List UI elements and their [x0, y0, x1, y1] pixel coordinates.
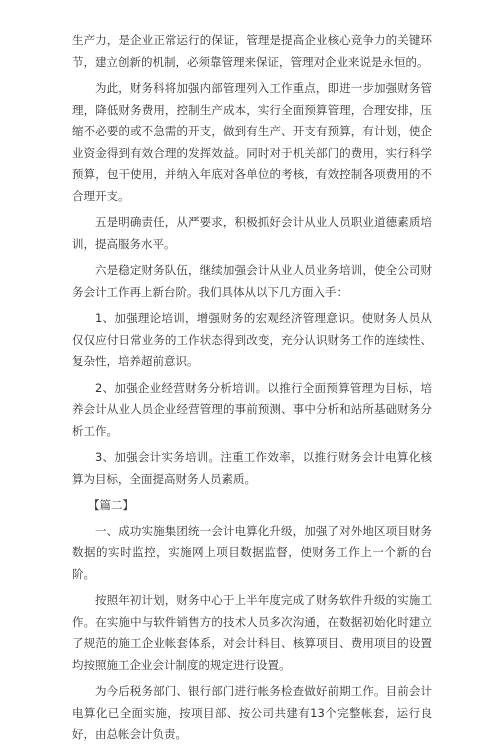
paragraph-budget: 为此，财务科将加强内部管理列入工作重点，即进一步加强财务管理，降低财务费用，控制生产成本，实行全面预算管理，合理安排，压缩不必要的或不急需的开支，做到有生产、开支有预算，有计划，使企业资金得到有效合理的发挥效益。同时对于机关部门的费用，实行科学预算，包干使用，并纳入年底对各单位的考核，有效控制各项费用的不合理开支。	[72, 81, 432, 203]
paragraph-point-five: 五是明确责任，从严要求，积极抓好会计从业人员职业道德素质培训，提高服务水平。	[72, 215, 432, 251]
paragraph-point-six: 六是稳定财务队伍，继续加强会计从业人员业务培训，使全公司财务会计工作再上新台阶。我们具体从以下几方面入手：	[72, 263, 432, 299]
paragraph-upgrade: 一、成功实施集团统一会计电算化升级，加强了对外地区项目财务数据的实时监控，实施网上项目数据监督，使财务工作上一个新的台阶。	[72, 523, 432, 581]
paragraph-item-2: 2、加强企业经营财务分析培训。以推行全面预算管理为目标，培养会计从业人员企业经营管理的事前预测、事中分析和站所基础财务分析工作。	[72, 380, 432, 438]
paragraph-plan: 按照年初计划，财务中心于上半年度完成了财务软件升级的实施工作。在实施中与软件销售方的技术人员多次沟通，在数据初始化时建立了规范的施工企业帐套体系，对会计科目、核算项目、费用项目的设置均按照施工企业会计制度的规定进行设置。	[72, 593, 432, 672]
paragraph-management: 生产力，是企业正常运行的保证，管理是提高企业核心竞争力的关键环节，建立创新的机制，必须靠管理来保证，管理对企业来说是永恒的。	[72, 33, 432, 69]
paragraph-item-3: 3、加强会计实务培训。注重工作效率，以推行财务会计电算化核算为目标，全面提高财务人员素质。	[72, 450, 432, 486]
paragraph-tax: 为今后税务部门、银行部门进行帐务检查做好前期工作。目前会计电算化已全面实施，按项目部、按公司共建有13个完整帐套，运行良好，由总帐会计负责。	[72, 684, 432, 741]
paragraph-item-1: 1、加强理论培训，增强财务的宏观经济管理意识。使财务人员从仅仅应付日常业务的工作状态得到改变，充分认识财务工作的连续性、复杂性，培养超前意识。	[72, 311, 432, 368]
section-heading: 【篇二】	[88, 498, 134, 512]
